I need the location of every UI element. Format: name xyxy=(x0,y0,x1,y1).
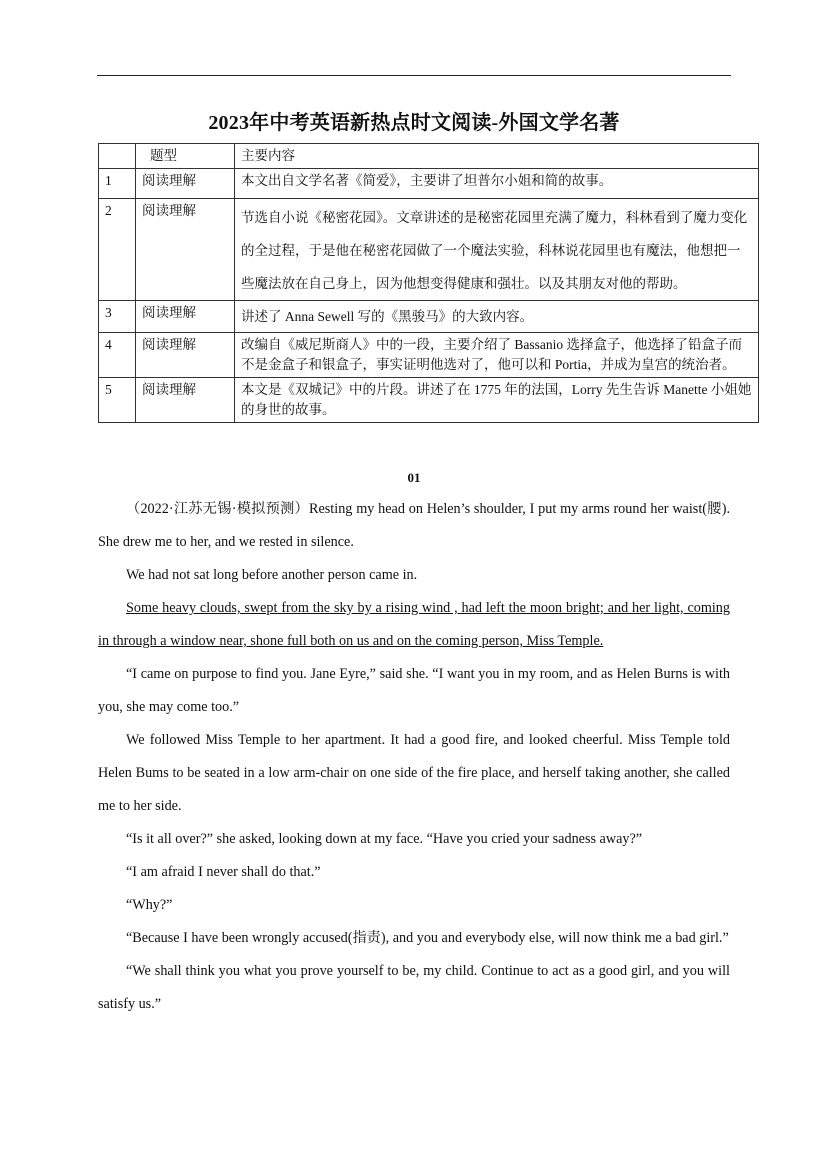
paragraph: “Why?” xyxy=(126,897,173,913)
row-number: 1 xyxy=(99,169,136,199)
row-number: 2 xyxy=(99,199,136,301)
header-rule xyxy=(97,75,731,76)
header-cell-type: 题型 xyxy=(136,144,235,169)
row-number: 3 xyxy=(99,301,136,333)
paragraph: “Is it all over?” she asked, looking down at my face. “Have you cried your sadness away?” xyxy=(126,831,643,847)
paragraph: We had not sat long before another person came in. xyxy=(126,567,418,583)
row-number: 5 xyxy=(99,378,136,423)
row-content: 节选自小说《秘密花园》。文章讲述的是秘密花园里充满了魔力，科林看到了魔力变化的全过程，于是他在秘密花园做了一个魔法实验，科林说花园里也有魔法，他想把一些魔法放在自己身上，因为他想变得健康和强壮。以及其朋友对他的帮助。 xyxy=(235,199,759,301)
row-type: 阅读理解 xyxy=(136,333,235,378)
paragraph: “I am afraid I never shall do that.” xyxy=(126,864,321,880)
row-content: 本文出自文学名著《简爱》，主要讲了坦普尔小姐和简的故事。 xyxy=(235,169,759,199)
paragraph: “We shall think you what you prove yourself to be, my child. Continue to act as a good girl, and you will satisfy us.” xyxy=(98,963,730,1012)
row-type: 阅读理解 xyxy=(136,301,235,333)
table-row xyxy=(99,301,759,333)
table-header-row xyxy=(99,144,759,169)
table-row xyxy=(99,199,759,301)
paragraph: （2022·江苏无锡·模拟预测）Resting my head on Helen’s shoulder, I put my arms round her waist(腰). She drew me to her, and we rested in silence. xyxy=(98,501,730,550)
row-type: 阅读理解 xyxy=(136,199,235,301)
table-row xyxy=(99,333,759,378)
paragraph: “Because I have been wrongly accused(指责), and you and everybody else, will now think me a bad girl.” xyxy=(126,930,729,946)
row-number: 4 xyxy=(99,333,136,378)
paragraph: “I came on purpose to find you. Jane Eyre,” said she. “I want you in my room, and as Helen Burns is with you, she may come too.” xyxy=(98,666,730,715)
row-content: 讲述了 Anna Sewell 写的《黑骏马》的大致内容。 xyxy=(235,301,759,333)
table-row xyxy=(99,169,759,199)
page-title: 2023年中考英语新热点时文阅读-外国文学名著 xyxy=(208,112,620,134)
paragraph-underlined: Some heavy clouds, swept from the sky by a rising wind , had left the moon bright; and her light, coming in through a window near, shone full both on us and on the coming person, Miss Temple. xyxy=(98,600,730,649)
header-cell-content: 主要内容 xyxy=(235,144,759,169)
row-content: 改编自《威尼斯商人》中的一段，主要介绍了 Bassanio 选择盒子，他选择了铅盒子而不是金盒子和银盒子，事实证明他选对了，他可以和 Portia，并成为皇宫的统治者。 xyxy=(235,333,759,378)
row-content: 本文是《双城记》中的片段。讲述了在 1775 年的法国，Lorry 先生告诉 Manette 小姐她的身世的故事。 xyxy=(235,378,759,423)
reading-passage xyxy=(98,493,730,1021)
section-number: 01 xyxy=(407,470,421,485)
table-row xyxy=(99,378,759,423)
paragraph: We followed Miss Temple to her apartment. It had a good fire, and looked cheerful. Miss Temple told Helen Bums to be seated in a low arm-chair on one side of the fire place, and herself taking another, she called me to her side. xyxy=(98,732,730,814)
header-cell-number xyxy=(99,144,136,169)
row-type: 阅读理解 xyxy=(136,169,235,199)
summary-table xyxy=(98,143,759,423)
row-type: 阅读理解 xyxy=(136,378,235,423)
